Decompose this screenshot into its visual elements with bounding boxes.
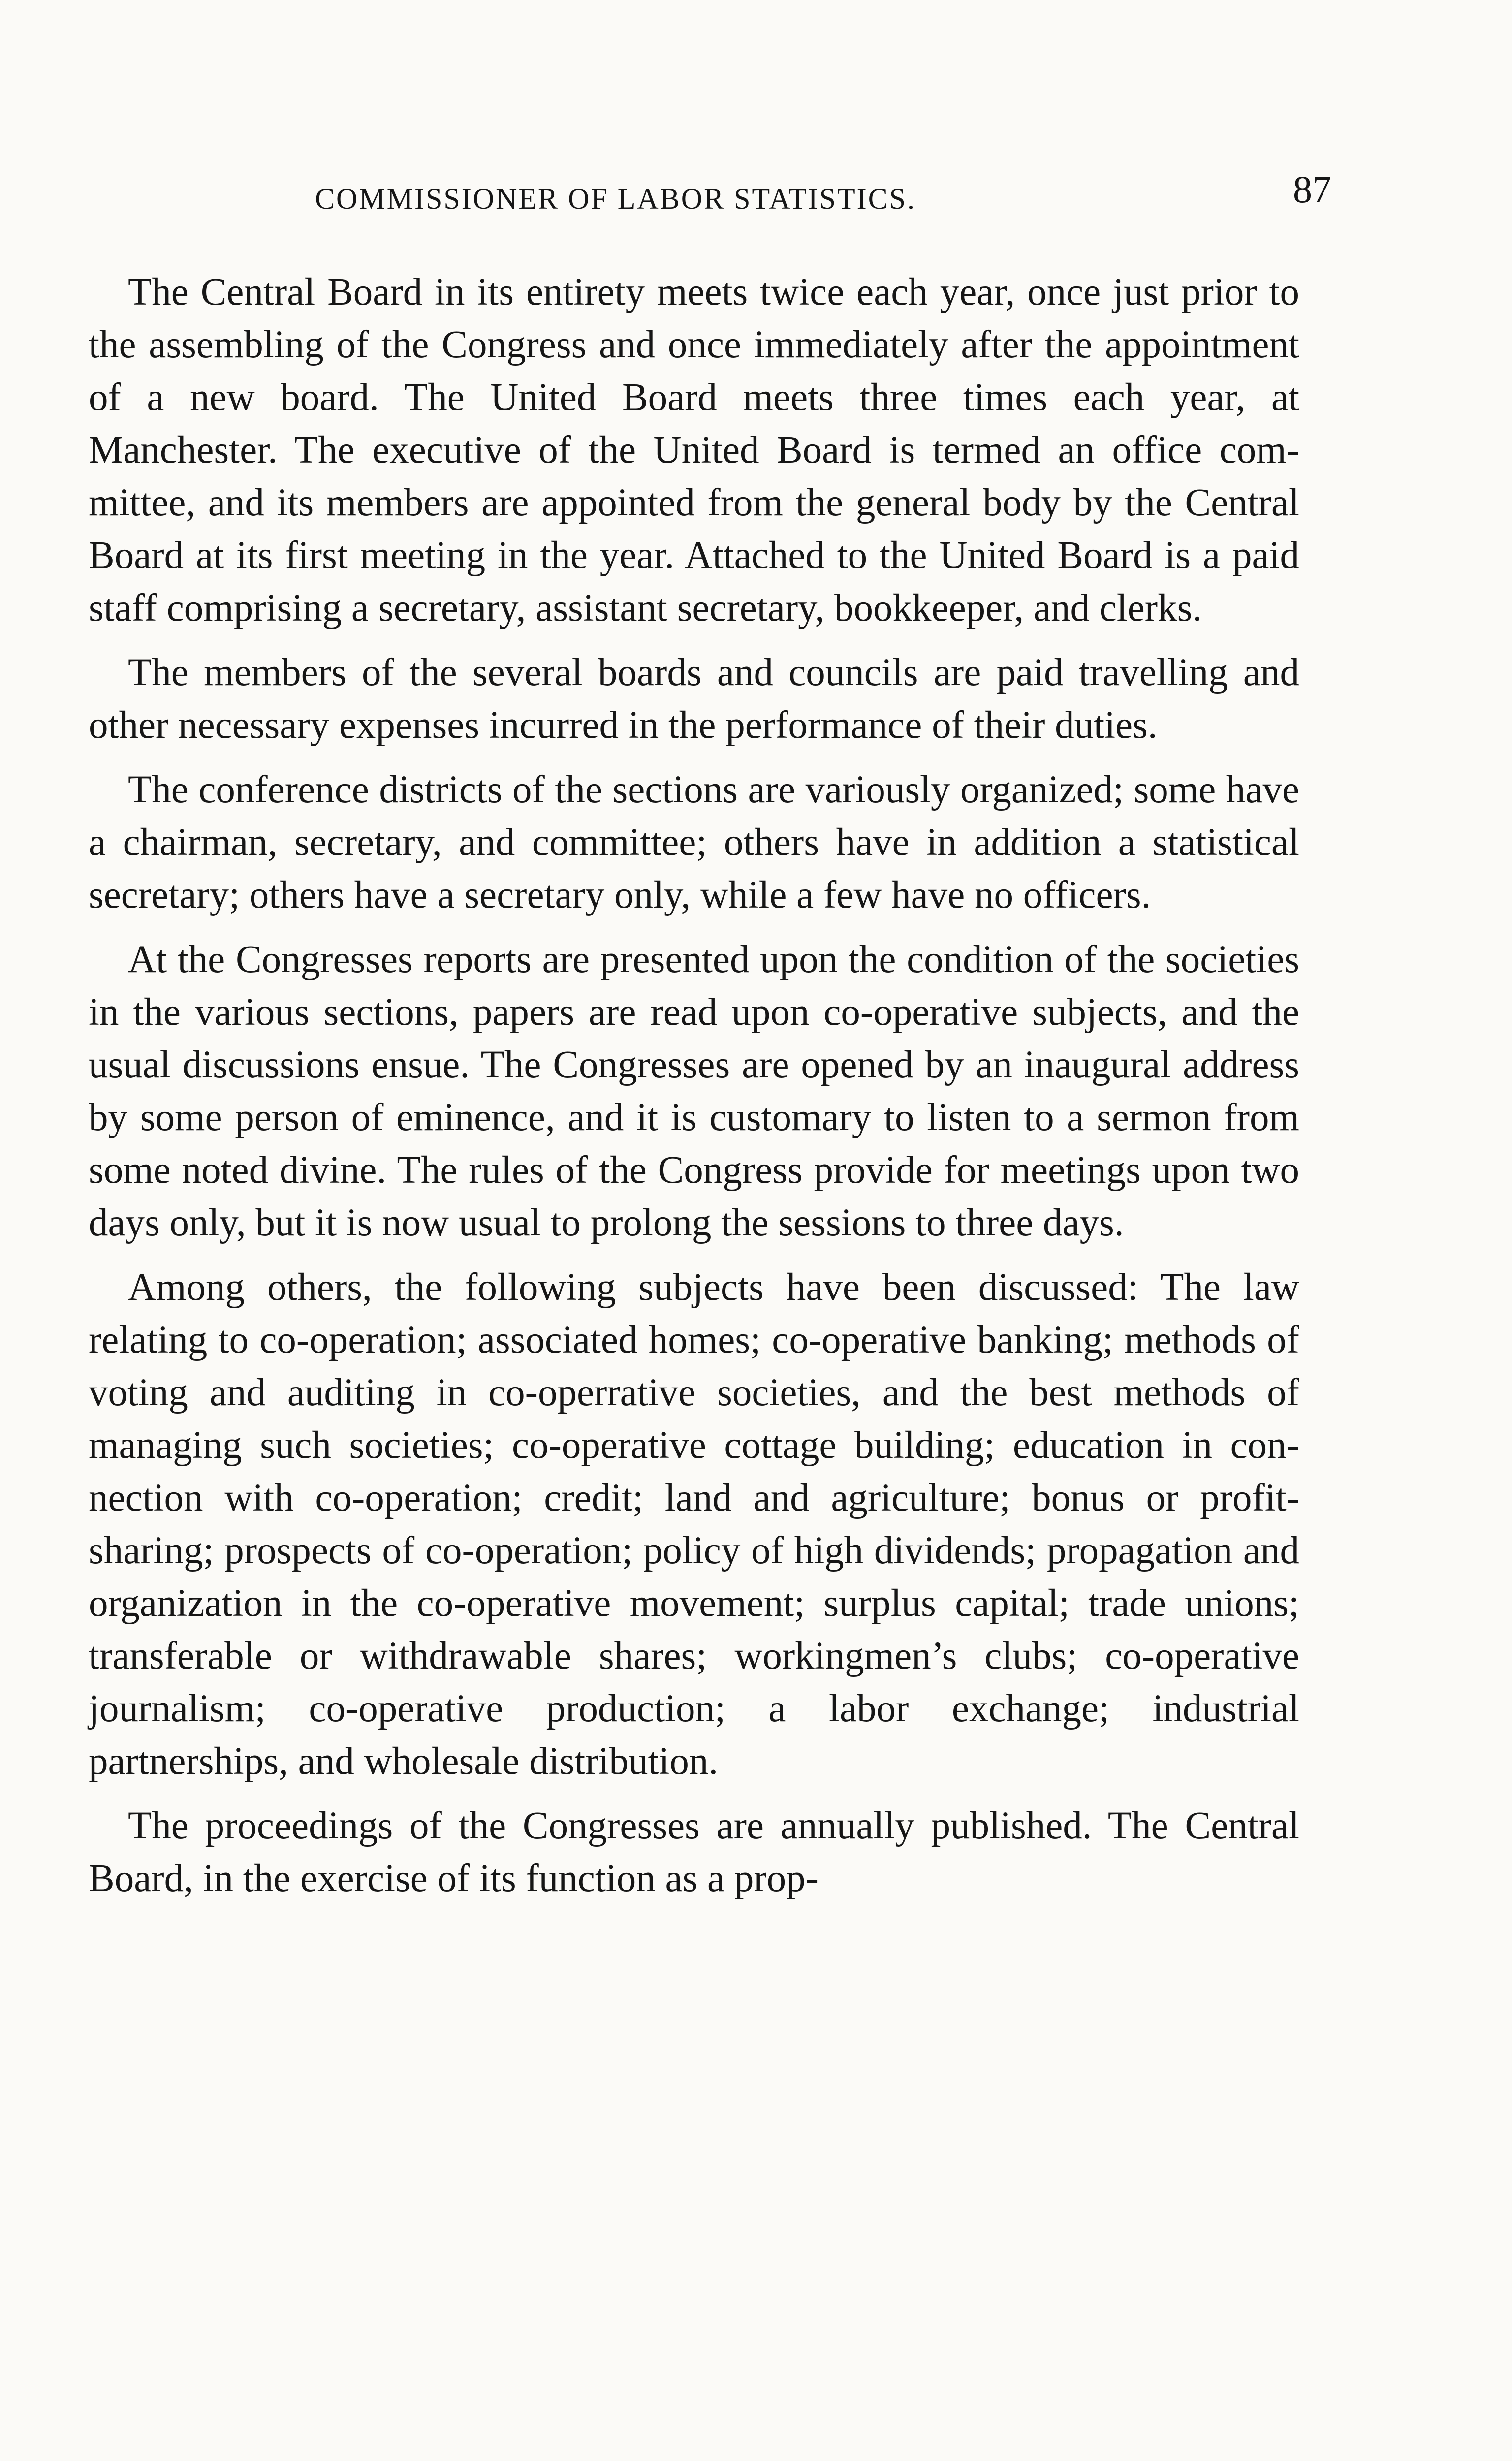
running-header [89, 162, 1344, 221]
paragraph-conference-districts: The conference districts of the sections are variously organized; some have a chairman, secretary, and committee; others have in addition a statistical secretary; others have a secretary only, while a few have no officers. [89, 768, 1299, 916]
paragraph-proceedings-published: The proceedings of the Congresses are annually published. The Central Board, in the exercise of its function as a prop- [89, 1804, 1299, 1900]
paragraph-subjects-discussed: Among others, the following subjects have been discussed: The law relating to co-operation; associated homes; co-operative banking; methods of voting and auditing in co-operrative societies, and the best methods of managing such societies; co-operative cottage building; education in connection with co-operation; credit; land and agriculture; bonus or profit-sharing; prospects of co-operation; policy of high dividends; propagation and organization in the co-operative movement; surplus capital; trade unions; transferable or withdrawable shares; workingmen’s clubs; co-operative journalism; co-operative production; a labor exchange; industrial partnerships, and wholesale distribution. [89, 1266, 1299, 1783]
page-number: 87 [1293, 168, 1331, 211]
paragraph-central-board: The Central Board in its entirety meets twice each year, once just prior to the assembling of the Congress and once immediately after the appointment of a new board. The United Board meets three times each year, at Manchester. The executive of the United Board is termed an office committee, and its members are appointed from the general body by the Central Board at its first meeting in the year. Attached to the United Board is a paid staff comprising a secretary, assistant secretary, bookkeeper, and clerks. [89, 271, 1299, 630]
body-text [89, 266, 1299, 1905]
running-title: COMMISSIONER OF LABOR STATISTICS. [315, 183, 916, 215]
paragraph-congress-reports: At the Congresses reports are presented upon the condition of the societies in the various sections, papers are read upon co-operative subjects, and the usual discussions ensue. The Congresses are opened by an inaugural address by some person of eminence, and it is customary to listen to a sermon from some noted divine. The rules of the Congress provide for meetings upon two days only, but it is now usual to prolong the sessions to three days. [89, 938, 1299, 1244]
paragraph-board-expenses: The members of the several boards and councils are paid travelling and other necessary expenses incurred in the performance of their duties. [89, 651, 1299, 747]
